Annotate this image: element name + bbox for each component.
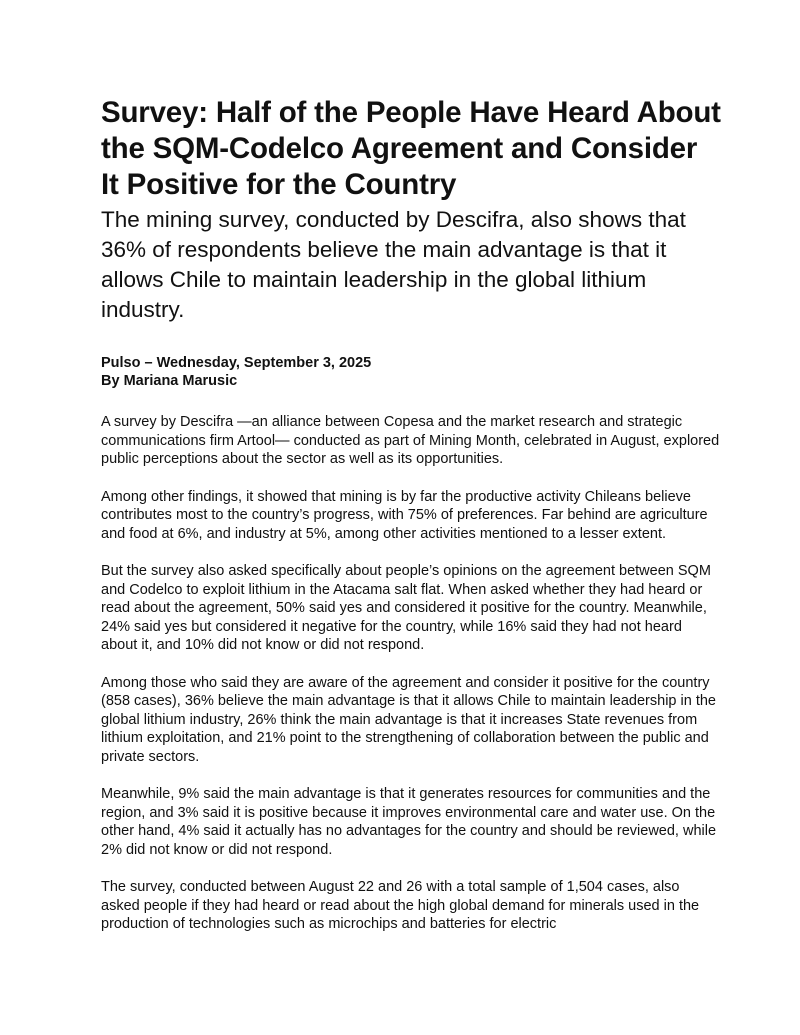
paragraph-5: Meanwhile, 9% said the main advantage is that it generates resources for communities and the region, and 3% said it is positive because it improves environmental care and water use. On the other hand, 4% said it actually has no advantages for the country and should be reviewed, while 2% did not know or did not respond. — [101, 786, 717, 858]
byline — [101, 354, 721, 390]
author: By Mariana Marusic — [101, 373, 238, 389]
headline: Survey: Half of the People Have Heard About the SQM-Codelco Agreement and Consider It Positive for the Country — [101, 96, 721, 201]
subheadline: The mining survey, conducted by Descifra, also shows that 36% of respondents believe the main advantage is that it allows Chile to maintain leadership in the global lithium industry. — [101, 207, 686, 322]
paragraph-3: But the survey also asked specifically about people’s opinions on the agreement between SQM and Codelco to exploit lithium in the Atacama salt flat. When asked whether they had heard or read about the agreement, 50% said yes and considered it positive for the country. Meanwhile, 24% said yes but considered it negative for the country, while 16% said they had not heard about it, and 10% did not know or did not respond. — [101, 563, 711, 653]
paragraph-2: Among other findings, it showed that mining is by far the productive activity Chileans believe contributes most to the country’s progress, with 75% of preferences. Far behind are agriculture and food at 6%, and industry at 5%, among other activities mentioned to a lesser extent. — [101, 488, 708, 542]
article — [101, 95, 721, 934]
paragraph-6: The survey, conducted between August 22 and 26 with a total sample of 1,504 cases, also asked people if they had heard or read about the high global demand for minerals used in the production of technologies such as microchips and batteries for electric — [101, 879, 700, 932]
paragraph-1: A survey by Descifra —an alliance between Copesa and the market research and strategic communications firm Artool— conducted as part of Mining Month, celebrated in August, explored public perceptions about the sector as well as its opportunities. — [101, 414, 720, 467]
paragraph-4: Among those who said they are aware of the agreement and consider it positive for the country (858 cases), 36% believe the main advantage is that it allows Chile to maintain leadership in the global lithium industry, 26% think the main advantage is that it increases State revenues from lithium exploitation, and 21% point to the strengthening of collaboration between the public and private sectors. — [101, 674, 716, 765]
source-date: Pulso – Wednesday, September 3, 2025 — [101, 355, 372, 371]
